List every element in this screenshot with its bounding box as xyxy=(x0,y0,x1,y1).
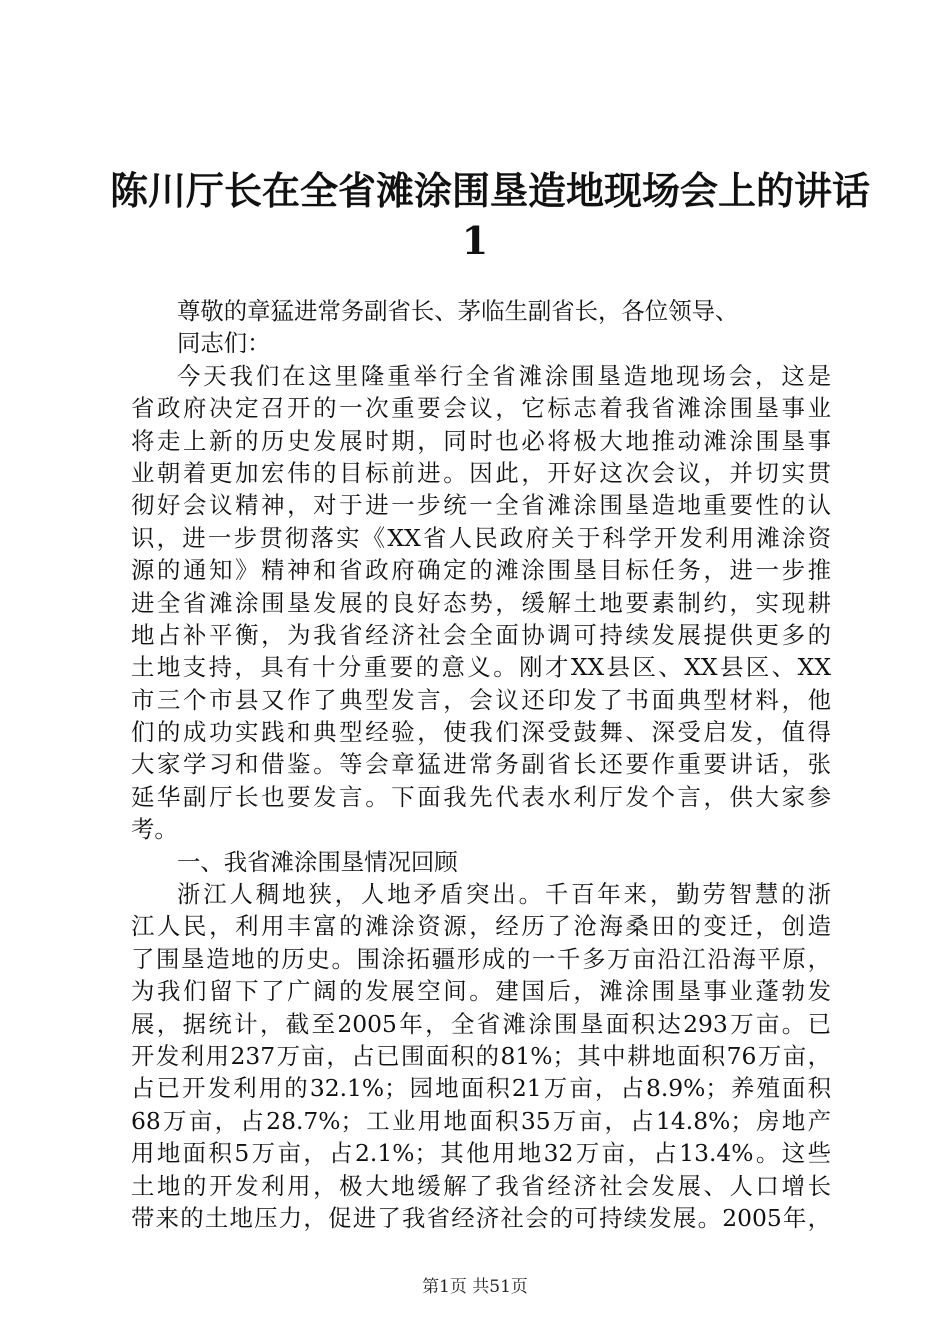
body-line: 江人民，利用丰富的滩涂资源，经历了沧海桑田的变迁，创造 xyxy=(131,912,831,941)
body-line: 将走上新的历史发展时期，同时也必将极大地推动滩涂围垦事 xyxy=(131,426,831,455)
document-title-number: 1 xyxy=(461,218,489,263)
body-line: 为我们留下了广阔的发展空间。建国后，滩涂围垦事业蓬勃发 xyxy=(131,977,831,1006)
body-line: 进全省滩涂围垦发展的良好态势，缓解土地要素制约，实现耕 xyxy=(131,588,831,617)
body-line: 尊敬的章猛进常务副省长、茅临生副省长，各位领导、 xyxy=(177,297,739,325)
body-line: 们的成功实践和典型经验，使我们深受鼓舞、深受启发，值得 xyxy=(131,718,831,747)
body-line: 今天我们在这里隆重举行全省滩涂围垦造地现场会，这是 xyxy=(177,361,831,390)
body-line: 彻好会议精神，对于进一步统一全省滩涂围垦造地重要性的认 xyxy=(131,491,831,520)
body-line: 土地支持，具有十分重要的意义。刚才XX县区、XX县区、XX xyxy=(131,653,831,682)
body-line: 识，进一步贯彻落实《XX省人民政府关于科学开发利用滩涂资 xyxy=(131,523,831,552)
body-line: 浙江人稠地狭，人地矛盾突出。千百年来，勤劳智慧的浙 xyxy=(177,880,831,909)
body-line: 省政府决定召开的一次重要会议，它标志着我省滩涂围垦事业 xyxy=(131,394,831,423)
body-line: 了围垦造地的历史。围涂拓疆形成的一千多万亩沿江沿海平原， xyxy=(131,944,831,973)
body-line: 源的通知》精神和省政府确定的滩涂围垦目标任务，进一步推 xyxy=(131,556,831,585)
document-body xyxy=(131,295,831,1234)
body-line: 业朝着更加宏伟的目标前进。因此，开好这次会议，并切实贯 xyxy=(131,458,831,487)
body-line: 68万亩，占28.7%；工业用地面积35万亩，占14.8%；房地产 xyxy=(131,1106,831,1135)
body-line: 市三个市县又作了典型发言，会议还印发了书面典型材料，他 xyxy=(131,685,831,714)
body-line: 土地的开发利用，极大地缓解了我省经济社会发展、人口增长 xyxy=(131,1171,831,1200)
body-line: 地占补平衡，为我省经济社会全面协调可持续发展提供更多的 xyxy=(131,620,831,649)
body-line: 一、我省滩涂围垦情况回顾 xyxy=(177,847,458,876)
body-line: 占已开发利用的32.1%；园地面积21万亩，占8.9%；养殖面积 xyxy=(131,1074,831,1103)
body-line: 用地面积5万亩，占2.1%；其他用地32万亩，占13.4%。这些 xyxy=(131,1139,831,1168)
body-line: 开发利用237万亩，占已围面积的81%；其中耕地面积76万亩， xyxy=(131,1041,831,1070)
page-footer: 第1页 共51页 xyxy=(422,1277,528,1297)
body-line: 考。 xyxy=(131,815,178,844)
document-title: 陈川厅长在全省滩涂围垦造地现场会上的讲话 xyxy=(110,168,871,213)
body-line: 展，据统计，截至2005年，全省滩涂围垦面积达293万亩。已 xyxy=(131,1009,831,1038)
body-line: 同志们： xyxy=(177,329,271,358)
body-line: 大家学习和借鉴。等会章猛进常务副省长还要作重要讲话，张 xyxy=(131,750,831,779)
body-line: 带来的土地压力，促进了我省经济社会的可持续发展。2005年， xyxy=(131,1203,831,1232)
body-line: 延华副厅长也要发言。下面我先代表水利厅发个言，供大家参 xyxy=(131,782,831,811)
